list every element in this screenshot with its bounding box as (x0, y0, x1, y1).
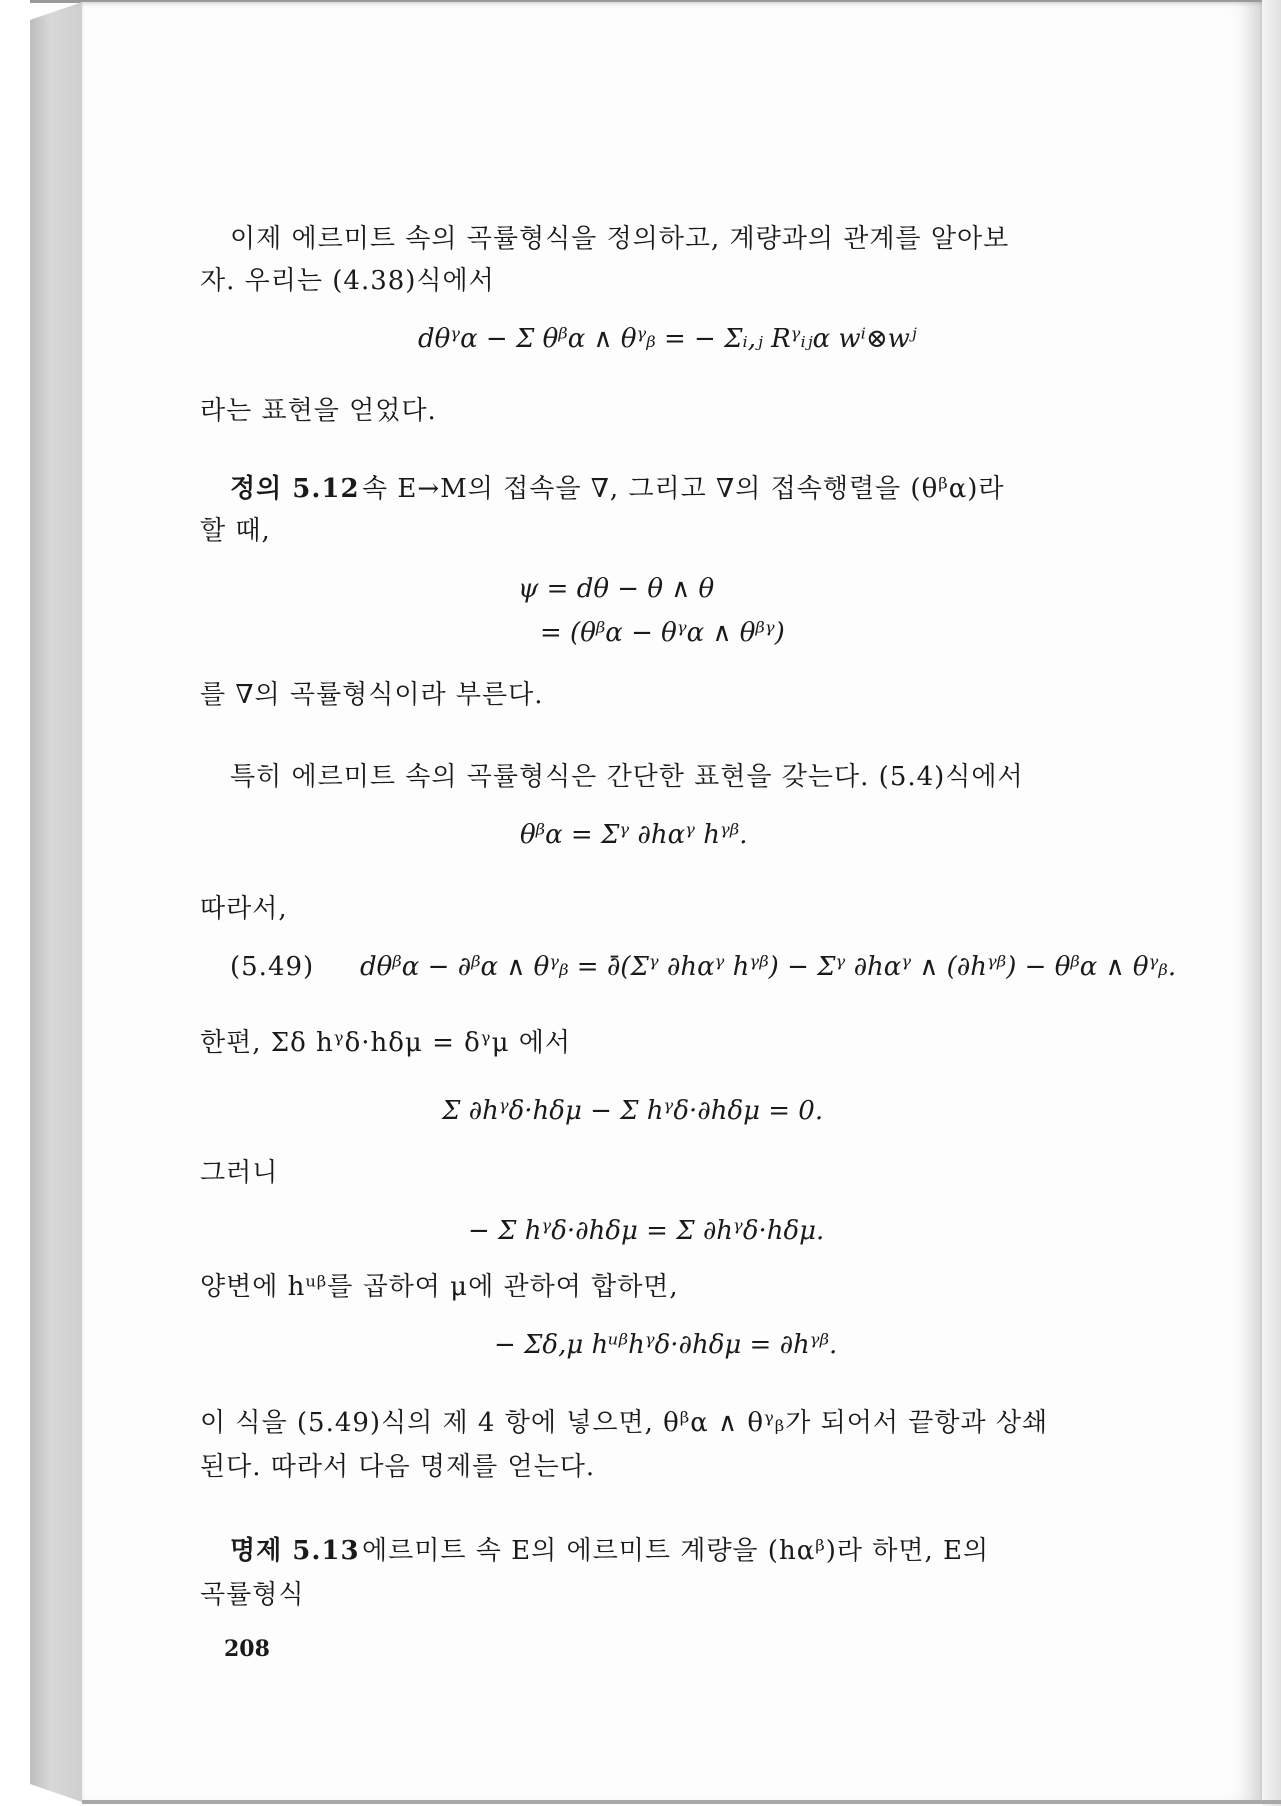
paragraph-8: 양변에 hᵘᵝ를 곱하여 μ에 관하여 합하면, (200, 1272, 679, 1302)
equation-7: − Σδ,μ hᵘᵝhᵞδ·∂hδμ = ∂hᵞᵝ. (494, 1330, 838, 1360)
equation-5: Σ ∂hᵞδ·hδμ − Σ hᵞδ·∂hδμ = 0. (442, 1096, 824, 1126)
paragraph-7: 그러니 (200, 1158, 279, 1188)
paragraph-1-line-2: 자. 우리는 (4.38)식에서 (200, 266, 495, 296)
page-right-edge (1262, 0, 1281, 1806)
paragraph-9-line-1: 이 식을 (5.49)식의 제 4 항에 넣으면, θᵝα ∧ θᵞᵦ가 되어서 끝항과 상쇄 (200, 1408, 1049, 1438)
definition-line-1: 속 E→M의 접속을 ∇, 그리고 ∇의 접속행렬을 (θᵝα)라 (362, 474, 1005, 504)
equation-6: − Σ hᵞδ·∂hδμ = Σ ∂hᵞδ·hδμ. (468, 1216, 825, 1246)
paragraph-1-line-1: 이제 에르미트 속의 곡률형식을 정의하고, 계량과의 관계를 알아보 (230, 224, 1010, 254)
equation-3: θᵝα = Σᵞ ∂hαᵞ hᵞᵝ. (520, 820, 748, 850)
paragraph-3: 를 ∇의 곡률형식이라 부른다. (200, 680, 544, 710)
paragraph-2: 라는 표현을 얻었다. (200, 396, 437, 426)
paragraph-5: 따라서, (200, 894, 288, 924)
definition-label: 정의 5.12 (230, 474, 360, 504)
proposition-line-1: 에르미트 속 E의 에르미트 계량을 (hαᵝ)라 하면, E의 (362, 1536, 990, 1566)
proposition-label: 명제 5.13 (230, 1536, 360, 1566)
paragraph-9-line-2: 된다. 따라서 다음 명제를 얻는다. (200, 1452, 596, 1482)
page-number: 208 (224, 1636, 270, 1662)
page-bottom-edge (82, 1800, 1281, 1804)
equation-2a: ψ = dθ − θ ∧ θ (518, 574, 715, 604)
equation-4: dθᵝα − ∂ᵝα ∧ θᵞᵦ = ∂̄(Σᵞ ∂hαᵞ hᵞᵝ) − Σᵞ ∂hαᵞ ∧ (∂hᵞᵝ) − θᵝα ∧ θᵞᵦ. (360, 952, 1177, 982)
equation-2b: = (θᵝα − θᵞα ∧ θᵝᵞ) (540, 618, 785, 648)
proposition-line-2: 곡률형식 (200, 1580, 305, 1610)
paragraph-4: 특히 에르미트 속의 곡률형식은 간단한 표현을 갖는다. (5.4)식에서 (230, 762, 1024, 792)
paragraph-6: 한편, Σδ hᵞδ·hδμ = δᵞμ 에서 (200, 1028, 571, 1058)
book-spine (30, 2, 82, 1802)
equation-1: dθᵞα − Σ θᵝα ∧ θᵞᵦ = − Σᵢ,ⱼ Rᵞᵢⱼα wⁱ⊗wʲ (418, 324, 917, 354)
definition-line-2: 할 때, (200, 516, 271, 546)
equation-4-number: (5.49) (230, 952, 315, 982)
